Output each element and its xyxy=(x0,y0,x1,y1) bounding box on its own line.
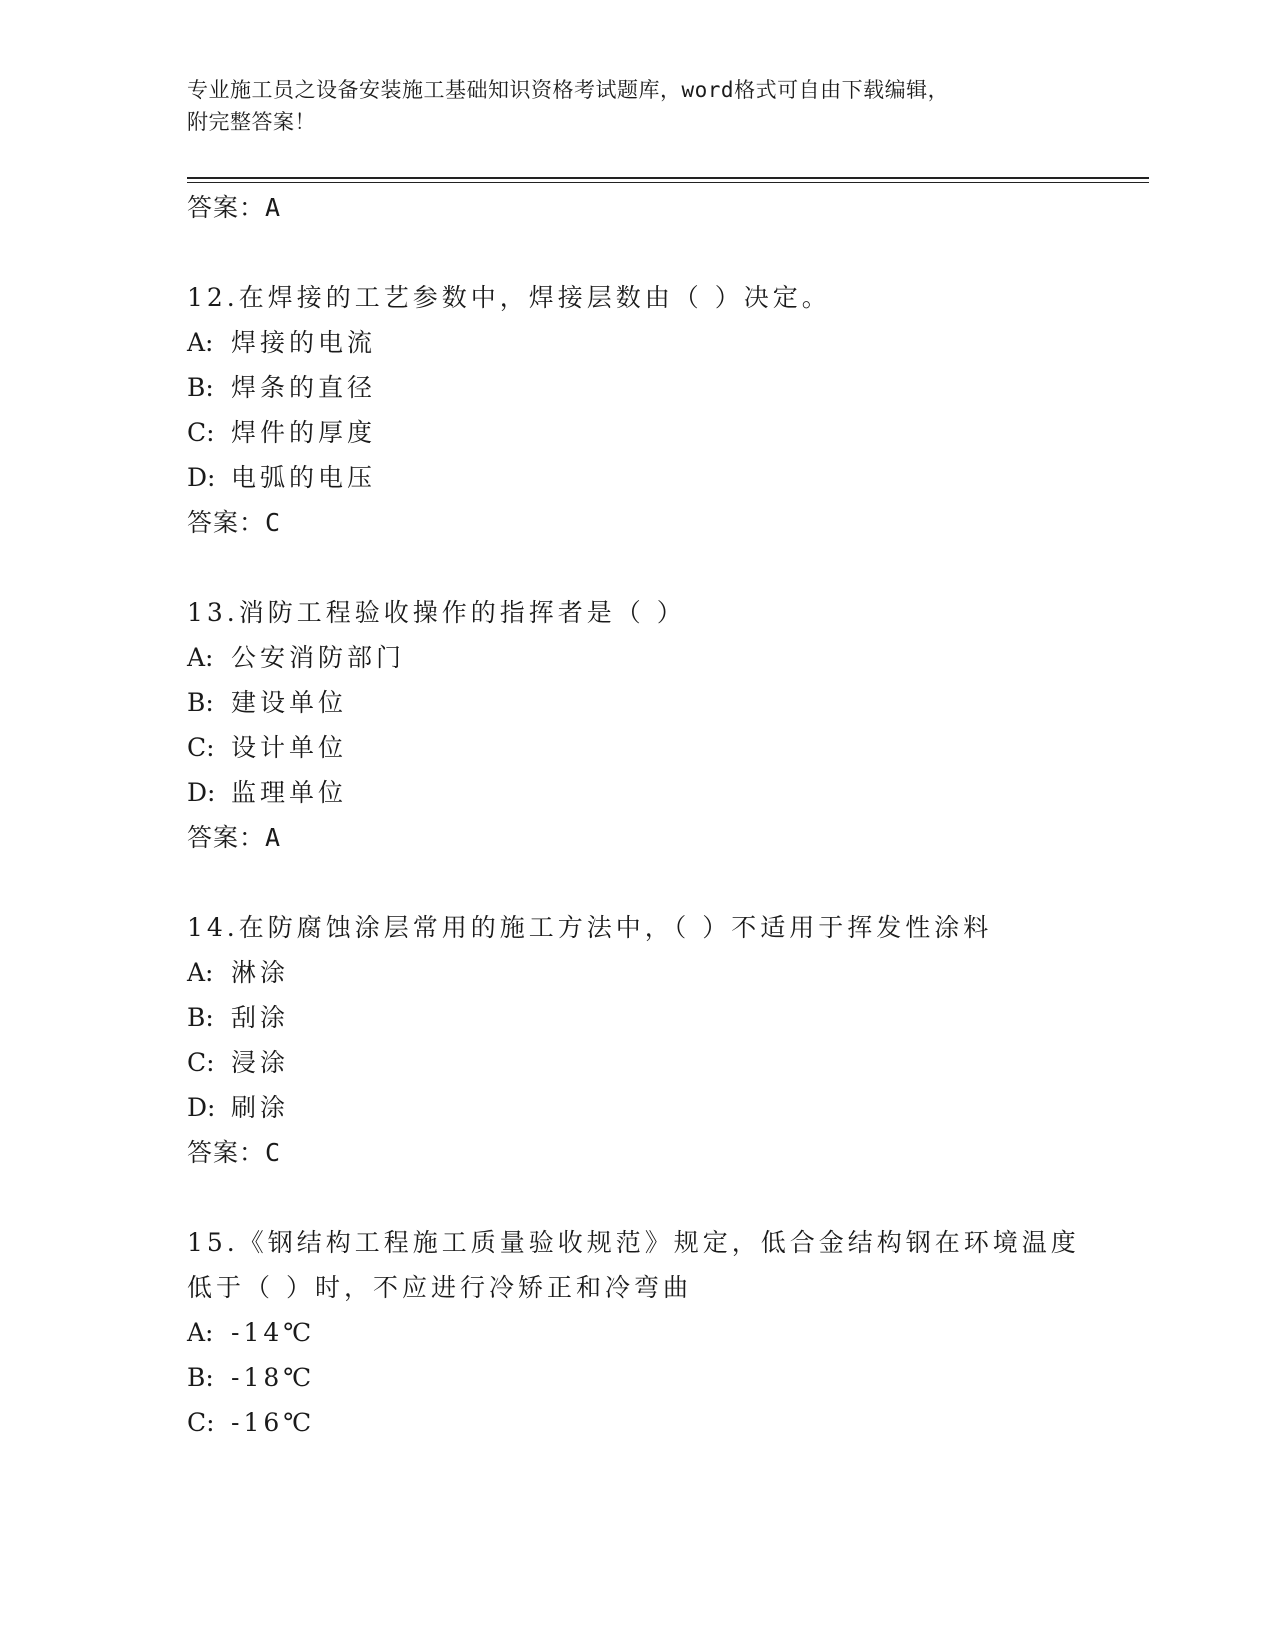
option-text: -14℃ xyxy=(231,1318,316,1347)
option-key: A: xyxy=(187,643,214,672)
question-13-stem: 13.消防工程验收操作的指挥者是（ ） xyxy=(187,598,686,627)
option-text: 建设单位 xyxy=(231,688,348,717)
option-key: B: xyxy=(187,373,214,402)
question-14-stem: 14.在防腐蚀涂层常用的施工方法中，（ ）不适用于挥发性涂料 xyxy=(187,913,993,942)
option-key: C: xyxy=(187,418,215,447)
answer-line: 答案：A xyxy=(187,193,282,222)
question-12-option-a xyxy=(187,327,376,359)
question-15-stem-line-2: 低于（ ）时，不应进行冷矫正和冷弯曲 xyxy=(187,1273,692,1302)
question-14-option-d xyxy=(187,1092,289,1124)
option-text: 监理单位 xyxy=(231,778,348,807)
option-key: C: xyxy=(187,1048,215,1077)
question-14-option-c xyxy=(187,1047,289,1079)
option-key: D: xyxy=(187,778,216,807)
option-key: C: xyxy=(187,1408,215,1437)
option-text: -18℃ xyxy=(231,1363,316,1392)
question-12-option-b xyxy=(187,372,376,404)
question-14-option-a xyxy=(187,957,289,989)
option-text: -16℃ xyxy=(231,1408,316,1437)
option-key: D: xyxy=(187,463,216,492)
option-key: D: xyxy=(187,1093,216,1122)
option-text: 焊接的电流 xyxy=(231,328,377,357)
option-text: 公安消防部门 xyxy=(231,643,406,672)
question-12-answer: 答案：C xyxy=(187,508,282,537)
question-13-option-d xyxy=(187,777,347,809)
document-header xyxy=(187,74,1087,138)
question-15-option-b xyxy=(187,1362,315,1394)
option-text: 刷涂 xyxy=(231,1093,290,1122)
option-key: A: xyxy=(187,958,214,987)
option-key: B: xyxy=(187,1003,214,1032)
option-text: 浸涂 xyxy=(231,1048,290,1077)
option-key: A: xyxy=(187,1318,214,1347)
question-14-answer: 答案：C xyxy=(187,1138,282,1167)
option-text: 电弧的电压 xyxy=(231,463,377,492)
option-key: B: xyxy=(187,688,214,717)
question-13-answer: 答案：A xyxy=(187,823,282,852)
option-text: 焊条的直径 xyxy=(231,373,377,402)
question-15-option-c xyxy=(187,1407,315,1439)
option-key: C: xyxy=(187,733,215,762)
header-divider-thin xyxy=(187,182,1149,183)
question-14-option-b xyxy=(187,1002,289,1034)
question-12-stem: 12.在焊接的工艺参数中，焊接层数由（ ）决定。 xyxy=(187,283,831,312)
question-13-option-a xyxy=(187,642,405,674)
option-text: 刮涂 xyxy=(231,1003,290,1032)
option-key: A: xyxy=(187,328,214,357)
header-line-2: 附完整答案！ xyxy=(187,110,316,134)
question-13-option-b xyxy=(187,687,347,719)
question-15-option-a xyxy=(187,1317,315,1349)
header-line-1: 专业施工员之设备安装施工基础知识资格考试题库，word格式可自由下载编辑， xyxy=(187,78,950,102)
option-key: B: xyxy=(187,1363,214,1392)
option-text: 焊件的厚度 xyxy=(231,418,377,447)
question-15-stem-line-1: 15.《钢结构工程施工质量验收规范》规定，低合金结构钢在环境温度 xyxy=(187,1228,1080,1257)
option-text: 设计单位 xyxy=(231,733,348,762)
question-12-option-c xyxy=(187,417,376,449)
question-12-option-d xyxy=(187,462,376,494)
option-text: 淋涂 xyxy=(231,958,290,987)
question-13-option-c xyxy=(187,732,347,764)
header-divider xyxy=(187,177,1149,179)
